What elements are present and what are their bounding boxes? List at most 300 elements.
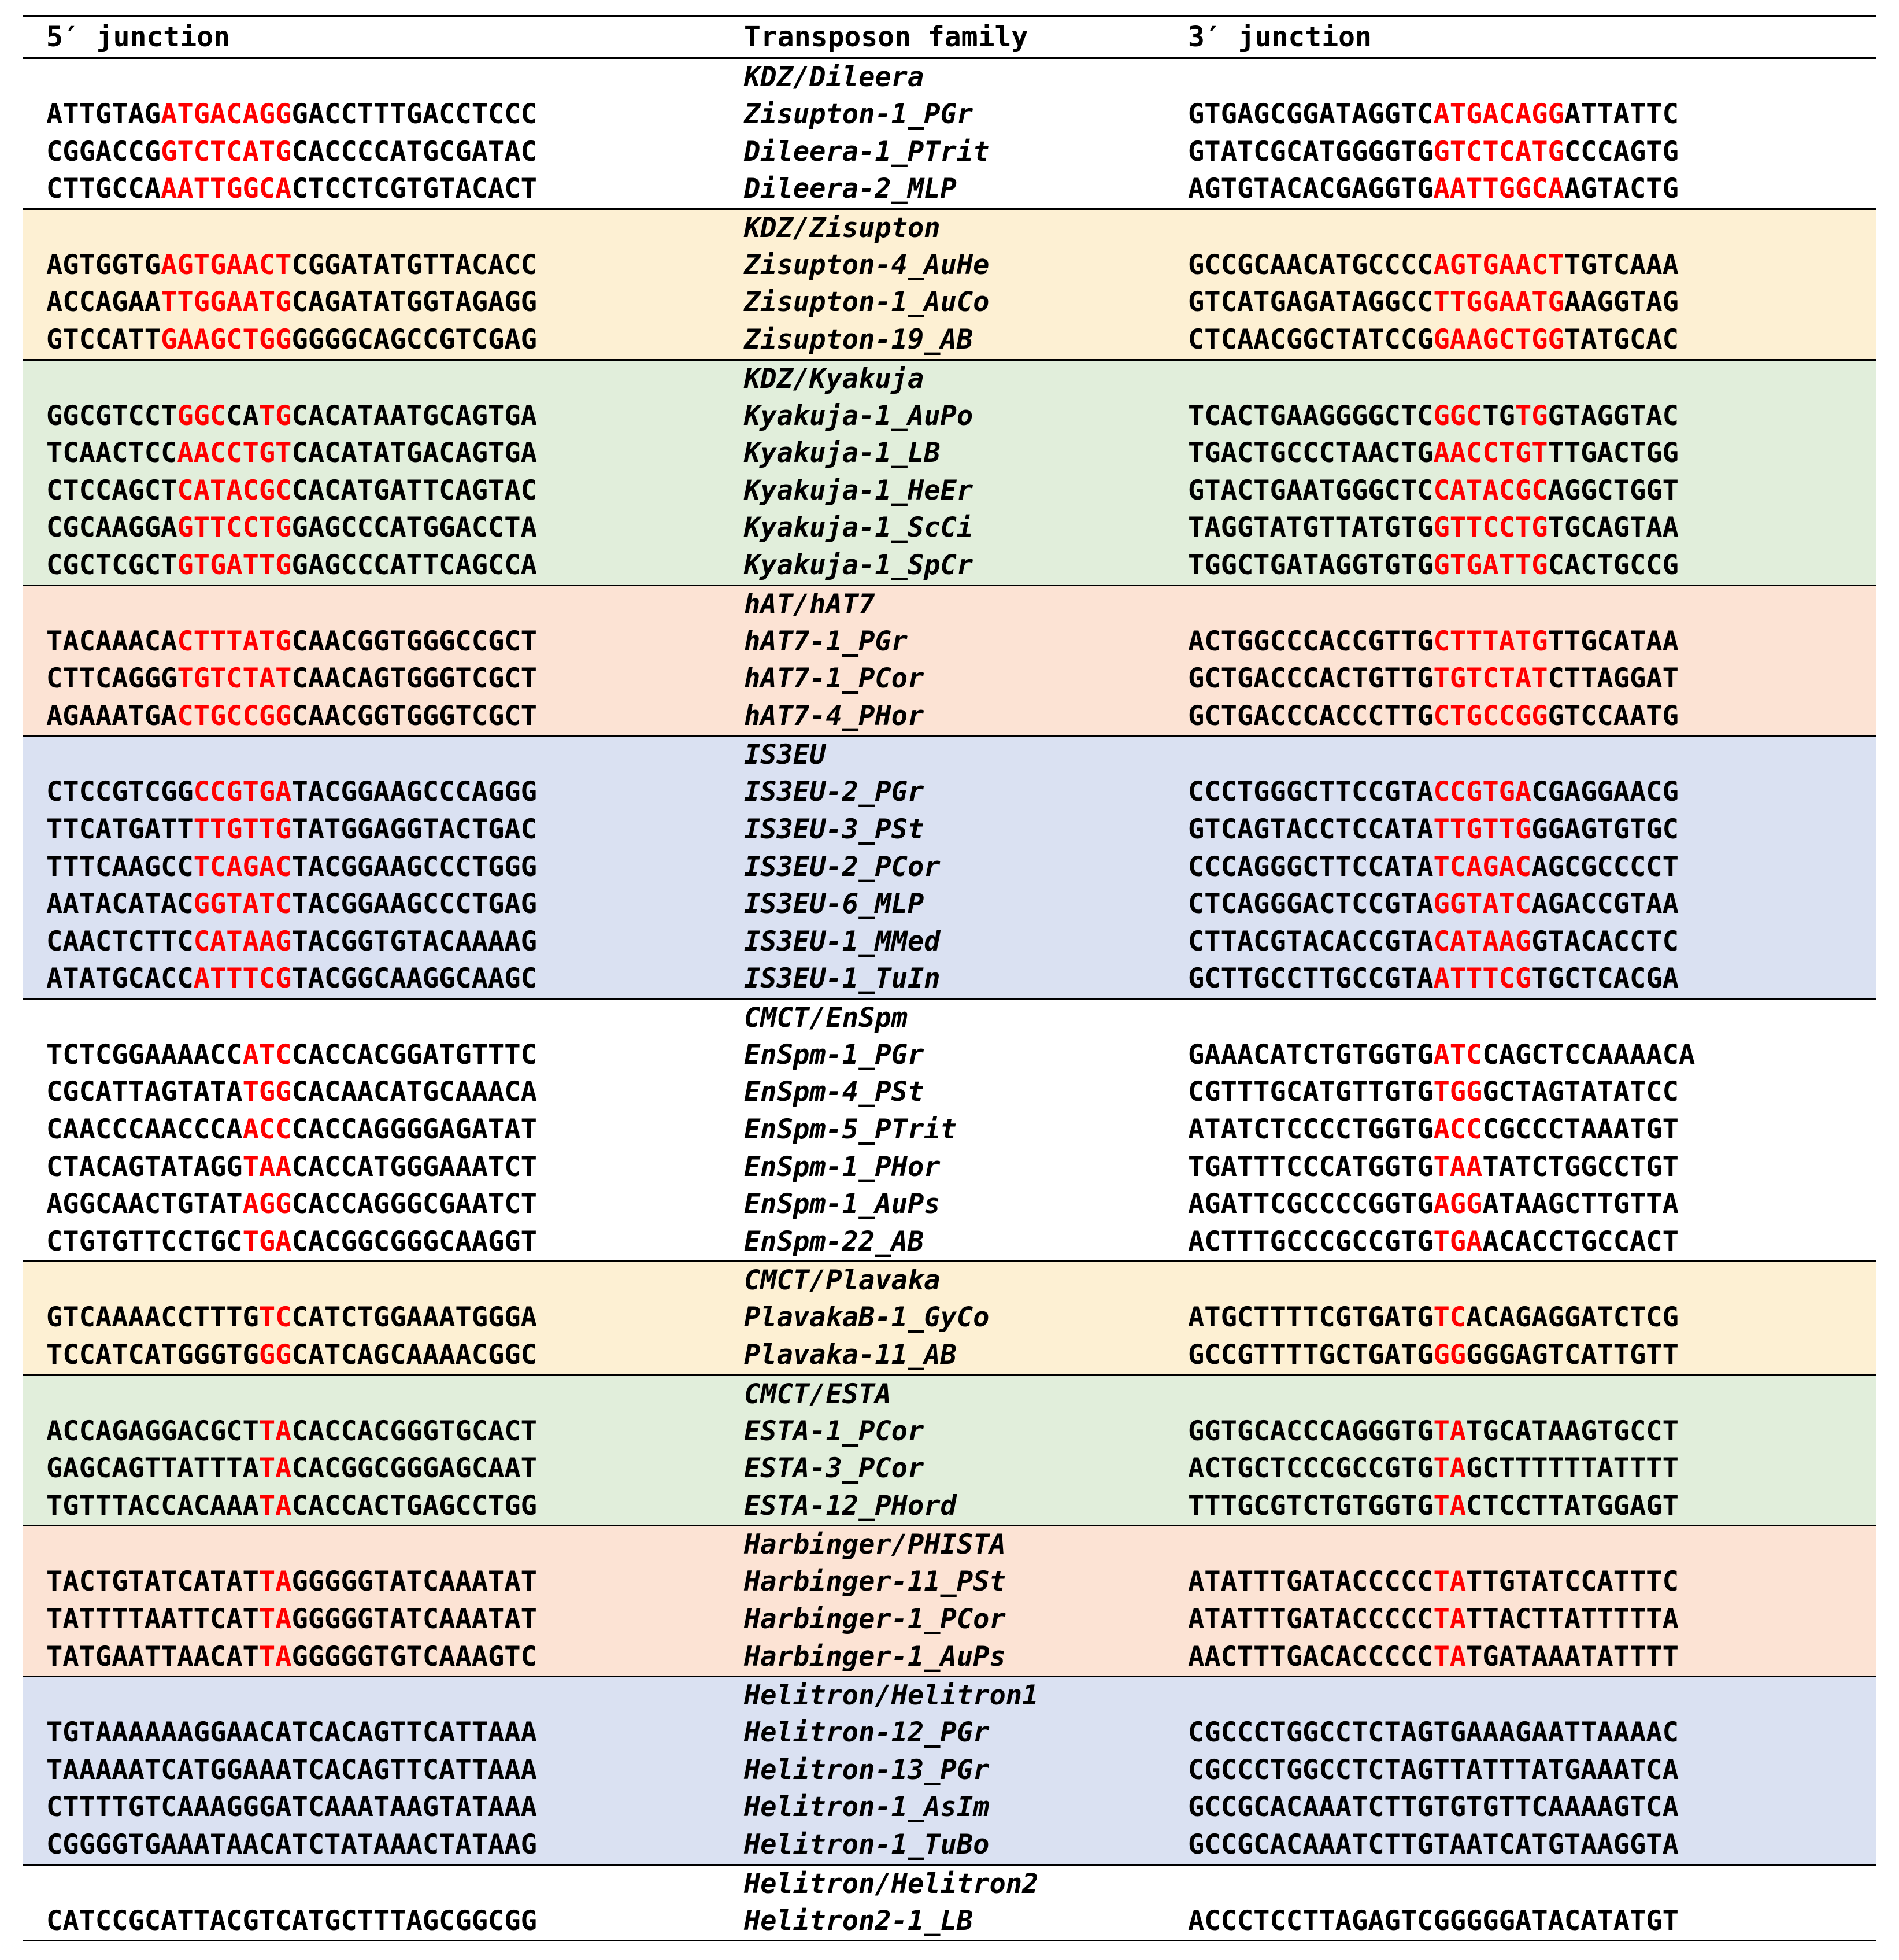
sequence-segment: TAGGTATGTTATGTG bbox=[1188, 512, 1434, 544]
transposon-name: hAT7-1_PGr bbox=[744, 625, 908, 657]
sequence-segment: TTTCAAGCC bbox=[46, 850, 194, 883]
transposon-name: Kyakuja-1_LB bbox=[744, 437, 941, 469]
tsd-highlight: GGC bbox=[177, 400, 227, 432]
table-row bbox=[23, 1488, 1876, 1525]
transposon-name: Zisupton-4_AuHe bbox=[744, 249, 990, 281]
tsd-highlight: TA bbox=[258, 1489, 292, 1522]
sequence-segment: AGGCTGGT bbox=[1548, 474, 1679, 506]
sequence-segment: GCCGTTTTGCTGATG bbox=[1188, 1339, 1434, 1371]
sequence-segment: GCTTGCCTTGCCGTA bbox=[1188, 963, 1434, 995]
tsd-highlight: CTGCCGG bbox=[1433, 700, 1548, 732]
transposon-name: PlavakaB-1_GyCo bbox=[744, 1301, 990, 1334]
sequence-segment: GCTGACCCACTGTTG bbox=[1188, 663, 1434, 695]
sequence-segment: ATGCTTTTCGTGATG bbox=[1188, 1301, 1434, 1334]
sequence-segment: CATCTGGAAATGGGA bbox=[291, 1301, 537, 1334]
five-prime-junction bbox=[46, 1413, 537, 1451]
table-row bbox=[23, 1826, 1876, 1864]
transposon-name: EnSpm-5_PTrit bbox=[744, 1114, 957, 1146]
five-prime-junction bbox=[46, 1186, 537, 1223]
five-prime-junction bbox=[46, 134, 537, 171]
sequence-segment: CTCCGTCGG bbox=[46, 776, 194, 808]
five-prime-junction bbox=[46, 811, 537, 849]
sequence-segment: CAACGGTGGGCCGCT bbox=[291, 625, 537, 657]
table-row bbox=[23, 1601, 1876, 1639]
transposon-name: Helitron2-1_LB bbox=[744, 1904, 973, 1937]
sequence-segment: TGATAAATATTTT bbox=[1466, 1640, 1679, 1673]
sequence-segment: AGTGGTG bbox=[46, 249, 161, 281]
sequence-segment: TGTTTACCACAAA bbox=[46, 1489, 259, 1522]
sequence-segment: TACAAACA bbox=[46, 625, 177, 657]
sequence-segment: GAGCCCATTCAGCCA bbox=[291, 549, 537, 581]
sequence-segment: AACTTTGACACCCCC bbox=[1188, 1640, 1434, 1673]
sequence-segment: CGCCCTAAATGT bbox=[1482, 1114, 1679, 1146]
table-row bbox=[23, 1186, 1876, 1223]
tsd-highlight: TG bbox=[1515, 400, 1548, 432]
five-prime-junction bbox=[46, 284, 537, 321]
sequence-segment: GAAACATCTGTGGTG bbox=[1188, 1038, 1434, 1071]
five-prime-junction bbox=[46, 1752, 537, 1789]
sequence-segment: TATGCAC bbox=[1564, 323, 1679, 356]
tsd-highlight: CTTTATG bbox=[177, 625, 292, 657]
sequence-segment: TTGTATCCATTTC bbox=[1466, 1566, 1679, 1598]
five-prime-junction bbox=[46, 509, 537, 547]
sequence-segment: CGCCCTGGCCTCTAGTTATTTATGAAATCA bbox=[1188, 1754, 1679, 1786]
sequence-segment: CGGATATGTTACACC bbox=[291, 249, 537, 281]
tsd-highlight: GTGATTG bbox=[177, 549, 292, 581]
three-prime-junction bbox=[1188, 923, 1679, 961]
table-row bbox=[23, 1413, 1876, 1451]
sequence-segment: TACGGCAAGGCAAGC bbox=[291, 963, 537, 995]
sequence-segment: TGATTTCCCATGGTG bbox=[1188, 1151, 1434, 1183]
tsd-highlight: GGTATC bbox=[193, 888, 292, 920]
sequence-segment: TGGCTGATAGGTGTG bbox=[1188, 549, 1434, 581]
tsd-highlight: ATC bbox=[242, 1038, 292, 1071]
transposon-name: Helitron-1_AsIm bbox=[744, 1791, 990, 1824]
sequence-segment: AAGGTAG bbox=[1564, 286, 1679, 319]
table-row bbox=[23, 171, 1876, 208]
table-row bbox=[23, 698, 1876, 735]
three-prime-junction bbox=[1188, 134, 1679, 171]
sequence-segment: GTCATGAGATAGGCC bbox=[1188, 286, 1434, 319]
table-row bbox=[23, 1450, 1876, 1488]
three-prime-junction bbox=[1188, 1413, 1679, 1451]
five-prime-junction bbox=[46, 398, 537, 435]
sequence-segment: TATGAATTAACAT bbox=[46, 1640, 259, 1673]
tsd-highlight: AACCTGT bbox=[1433, 437, 1548, 469]
sequence-segment: CTTGCCA bbox=[46, 173, 161, 205]
sequence-segment: CGCAAGGA bbox=[46, 512, 177, 544]
transposon-name: Kyakuja-1_ScCi bbox=[744, 512, 973, 544]
sequence-segment: CATCAGCAAAACGGC bbox=[291, 1339, 537, 1371]
sequence-segment: CACATAATGCAGTGA bbox=[291, 400, 537, 432]
sequence-segment: CTCCTCGTGTACACT bbox=[291, 173, 537, 205]
tsd-highlight: TA bbox=[1433, 1452, 1467, 1485]
tsd-highlight: AATTGGCA bbox=[1433, 173, 1564, 205]
table-row bbox=[23, 509, 1876, 547]
three-prime-junction bbox=[1188, 1337, 1679, 1374]
sequence-segment: CACCACTGAGCCTGG bbox=[291, 1489, 537, 1522]
sequence-segment: CACCAGGGGAGATAT bbox=[291, 1114, 537, 1146]
table-row bbox=[23, 1752, 1876, 1789]
transposon-name: Kyakuja-1_AuPo bbox=[744, 400, 973, 432]
sequence-segment: TCTCGGAAAACC bbox=[46, 1038, 243, 1071]
sequence-segment: TGCATAAGTGCCT bbox=[1466, 1415, 1679, 1447]
transposon-name: IS3EU-2_PCor bbox=[744, 850, 941, 883]
five-prime-junction bbox=[46, 1601, 537, 1639]
tsd-highlight: ATC bbox=[1433, 1038, 1483, 1071]
tsd-highlight: CATACGC bbox=[1433, 474, 1548, 506]
tsd-highlight: GTTCCTG bbox=[177, 512, 292, 544]
transposon-name: Kyakuja-1_SpCr bbox=[744, 549, 973, 581]
tsd-highlight: TAA bbox=[1433, 1151, 1483, 1183]
sequence-segment: GTCCATT bbox=[46, 323, 161, 356]
table-row bbox=[23, 321, 1876, 359]
sequence-segment: CACGGCGGGAGCAAT bbox=[291, 1452, 537, 1485]
sequence-segment: TGCTCACGA bbox=[1531, 963, 1679, 995]
sequence-segment: GACCTTTGACCTCCC bbox=[291, 98, 537, 130]
tsd-highlight: AGTGAACT bbox=[161, 249, 292, 281]
five-prime-junction bbox=[46, 1639, 537, 1676]
table-row bbox=[23, 923, 1876, 961]
sequence-segment: TAAAAATCATGGAAATCACAGTTCATTAAA bbox=[46, 1754, 537, 1786]
sequence-segment: TTGACTGG bbox=[1548, 437, 1679, 469]
tsd-highlight: TGTCTAT bbox=[177, 663, 292, 695]
five-prime-junction bbox=[46, 247, 537, 284]
transposon-name: IS3EU-1_MMed bbox=[744, 925, 941, 957]
five-prime-junction bbox=[46, 774, 537, 811]
five-prime-junction bbox=[46, 886, 537, 923]
sequence-segment: AATACATAC bbox=[46, 888, 194, 920]
tsd-highlight: TTGTTG bbox=[193, 813, 292, 845]
sequence-segment: ATATCTCCCCTGGTG bbox=[1188, 1114, 1434, 1146]
sequence-segment: ACTTTGCCCGCCGTG bbox=[1188, 1225, 1434, 1258]
sequence-segment: TACGGAAGCCCAGGG bbox=[291, 776, 537, 808]
three-prime-junction bbox=[1188, 698, 1679, 735]
tsd-highlight: CCGTGA bbox=[193, 776, 292, 808]
family-label: CMCT/ESTA bbox=[744, 1378, 891, 1410]
tsd-highlight: ATGACAGG bbox=[1433, 98, 1564, 130]
tsd-highlight: TG bbox=[258, 400, 292, 432]
five-prime-junction bbox=[46, 1826, 537, 1864]
sequence-segment: TCAACTCC bbox=[46, 437, 177, 469]
tsd-highlight: TCAGAC bbox=[1433, 850, 1532, 883]
table-row bbox=[23, 1563, 1876, 1601]
tsd-highlight: GGTATC bbox=[1433, 888, 1532, 920]
five-prime-junction bbox=[46, 1299, 537, 1337]
transposon-name: hAT7-4_PHor bbox=[744, 700, 924, 732]
sequence-segment: CTCAGGGACTCCGTA bbox=[1188, 888, 1434, 920]
tsd-highlight: TA bbox=[1433, 1603, 1467, 1635]
three-prime-junction bbox=[1188, 321, 1679, 359]
sequence-segment: GTAGGTAC bbox=[1548, 400, 1679, 432]
table-row bbox=[23, 435, 1876, 472]
tsd-highlight: ACC bbox=[242, 1114, 292, 1146]
sequence-segment: TATTTTAATTCAT bbox=[46, 1603, 259, 1635]
sequence-segment: ATATTTGATACCCCC bbox=[1188, 1566, 1434, 1598]
sequence-segment: ACTGCTCCCGCCGTG bbox=[1188, 1452, 1434, 1485]
sequence-segment: ATATGCACC bbox=[46, 963, 194, 995]
sequence-segment: AGAAATGA bbox=[46, 700, 177, 732]
five-prime-junction bbox=[46, 660, 537, 698]
family-group bbox=[23, 1526, 1876, 1677]
family-group bbox=[23, 1376, 1876, 1527]
three-prime-junction bbox=[1188, 960, 1679, 998]
sequence-segment: CACCATGGGAAATCT bbox=[291, 1151, 537, 1183]
table-header bbox=[23, 15, 1876, 59]
sequence-segment: CCCAGGGCTTCCATA bbox=[1188, 850, 1434, 883]
family-group bbox=[23, 1000, 1876, 1263]
table-row bbox=[23, 398, 1876, 435]
sequence-segment: CACCCCATGCGATAC bbox=[291, 135, 537, 168]
transposon-name: ESTA-3_PCor bbox=[744, 1452, 924, 1485]
tsd-highlight: CATAAG bbox=[193, 925, 292, 957]
sequence-segment: GCCGCACAAATCTTGTAATCATGTAAGGTA bbox=[1188, 1828, 1679, 1861]
transposon-name: EnSpm-1_AuPs bbox=[744, 1188, 941, 1221]
three-prime-junction bbox=[1188, 1488, 1679, 1525]
tsd-highlight: AATTGGCA bbox=[161, 173, 292, 205]
header-5-junction: 5′ junction bbox=[46, 21, 230, 53]
sequence-segment: CGGACCG bbox=[46, 135, 161, 168]
sequence-segment: ACCAGAGGACGCT bbox=[46, 1415, 259, 1447]
sequence-segment: CACAACATGCAAACA bbox=[291, 1076, 537, 1108]
tsd-highlight: TTGGAATG bbox=[1433, 286, 1564, 319]
table-row bbox=[23, 1714, 1876, 1752]
five-prime-junction bbox=[46, 321, 537, 359]
sequence-segment: TACGGTGTACAAAAG bbox=[291, 925, 537, 957]
sequence-segment: CTTAGGAT bbox=[1548, 663, 1679, 695]
sequence-segment: CTACAGTATAGG bbox=[46, 1151, 243, 1183]
table-row bbox=[23, 1149, 1876, 1186]
three-prime-junction bbox=[1188, 1037, 1695, 1074]
tsd-highlight: TC bbox=[258, 1301, 292, 1334]
five-prime-junction bbox=[46, 698, 537, 735]
three-prime-junction bbox=[1188, 1903, 1679, 1940]
table-row bbox=[23, 1639, 1876, 1676]
five-prime-junction bbox=[46, 849, 537, 886]
sequence-segment: GGTGCACCCAGGGTG bbox=[1188, 1415, 1434, 1447]
sequence-segment: GCTAGTATATCC bbox=[1482, 1076, 1679, 1108]
table-row bbox=[23, 96, 1876, 134]
sequence-segment: TCCATCATGGGTG bbox=[46, 1339, 259, 1371]
tsd-highlight: GG bbox=[1433, 1339, 1467, 1371]
five-prime-junction bbox=[46, 1074, 537, 1111]
tsd-highlight: AACCTGT bbox=[177, 437, 292, 469]
five-prime-junction bbox=[46, 623, 537, 661]
family-label: Helitron/Helitron2 bbox=[744, 1867, 1039, 1900]
three-prime-junction bbox=[1188, 1563, 1679, 1601]
table-row bbox=[23, 774, 1876, 811]
three-prime-junction bbox=[1188, 171, 1679, 208]
sequence-segment: CTTTTGTCAAAGGGATCAAATAAGTATAAA bbox=[46, 1791, 537, 1824]
family-label: Harbinger/PHISTA bbox=[744, 1529, 1006, 1561]
transposon-name: Helitron-1_TuBo bbox=[744, 1828, 990, 1861]
sequence-segment: CACATATGACAGTGA bbox=[291, 437, 537, 469]
transposon-name: ESTA-1_PCor bbox=[744, 1415, 924, 1447]
transposon-name: Zisupton-19_AB bbox=[744, 323, 973, 356]
sequence-segment: CAACCCAACCCA bbox=[46, 1114, 243, 1146]
sequence-segment: CGCTCGCT bbox=[46, 549, 177, 581]
sequence-segment: CACATGATTCAGTAC bbox=[291, 474, 537, 506]
three-prime-junction bbox=[1188, 811, 1679, 849]
three-prime-junction bbox=[1188, 623, 1679, 661]
tsd-highlight: GTTCCTG bbox=[1433, 512, 1548, 544]
sequence-segment: GGGGGTATCAAATAT bbox=[291, 1566, 537, 1598]
table-row bbox=[23, 1111, 1876, 1149]
tsd-highlight: CTGCCGG bbox=[177, 700, 292, 732]
sequence-segment: TATCTGGCCTGT bbox=[1482, 1151, 1679, 1183]
transposon-name: IS3EU-1_TuIn bbox=[744, 963, 941, 995]
sequence-segment: GGCGTCCT bbox=[46, 400, 177, 432]
sequence-segment: AGTGTACACGAGGTG bbox=[1188, 173, 1434, 205]
tsd-highlight: TA bbox=[258, 1415, 292, 1447]
tsd-highlight: CCGTGA bbox=[1433, 776, 1532, 808]
sequence-segment: TCACTGAAGGGGCTC bbox=[1188, 400, 1434, 432]
sequence-segment: AGATTCGCCCCGGTG bbox=[1188, 1188, 1434, 1221]
table-body bbox=[23, 59, 1876, 1941]
table-row bbox=[23, 960, 1876, 998]
header-3-junction: 3′ junction bbox=[1188, 21, 1372, 53]
table-row bbox=[23, 849, 1876, 886]
transposon-name: IS3EU-3_PSt bbox=[744, 813, 924, 845]
sequence-segment: TACTGTATCATAT bbox=[46, 1566, 259, 1598]
table-row bbox=[23, 623, 1876, 661]
sequence-segment: TGCAGTAA bbox=[1548, 512, 1679, 544]
sequence-segment: TTTGCGTCTGTGGTG bbox=[1188, 1489, 1434, 1522]
sequence-segment: TGTCAAA bbox=[1564, 249, 1679, 281]
sequence-segment: CGAGGAACG bbox=[1531, 776, 1679, 808]
three-prime-junction bbox=[1188, 1074, 1679, 1111]
transposon-name: IS3EU-2_PGr bbox=[744, 776, 924, 808]
three-prime-junction bbox=[1188, 509, 1679, 547]
sequence-segment: CAACGGTGGGTCGCT bbox=[291, 700, 537, 732]
sequence-segment: CCCAGTG bbox=[1564, 135, 1679, 168]
five-prime-junction bbox=[46, 1450, 537, 1488]
tsd-highlight: GTCTCATG bbox=[161, 135, 292, 168]
five-prime-junction bbox=[46, 960, 537, 998]
tsd-highlight: GG bbox=[258, 1339, 292, 1371]
family-label: CMCT/Plavaka bbox=[744, 1264, 941, 1297]
tsd-highlight: ATGACAGG bbox=[161, 98, 292, 130]
tsd-highlight: TA bbox=[1433, 1489, 1467, 1522]
tsd-highlight: AGG bbox=[242, 1188, 292, 1221]
sequence-segment: GTCAGTACCTCCATA bbox=[1188, 813, 1434, 845]
sequence-segment: CAACTCTTC bbox=[46, 925, 194, 957]
five-prime-junction bbox=[46, 171, 537, 208]
sequence-segment: CCCTGGGCTTCCGTA bbox=[1188, 776, 1434, 808]
three-prime-junction bbox=[1188, 1789, 1679, 1826]
tsd-highlight: TA bbox=[1433, 1415, 1467, 1447]
five-prime-junction bbox=[46, 435, 537, 472]
transposon-name: IS3EU-6_MLP bbox=[744, 888, 924, 920]
sequence-segment: CACCAGGGCGAATCT bbox=[291, 1188, 537, 1221]
table-row bbox=[23, 811, 1876, 849]
transposon-name: Harbinger-1_AuPs bbox=[744, 1640, 1006, 1673]
family-label: KDZ/Dileera bbox=[744, 61, 924, 93]
table-row bbox=[23, 1074, 1876, 1111]
three-prime-junction bbox=[1188, 660, 1679, 698]
three-prime-junction bbox=[1188, 1601, 1679, 1639]
sequence-segment: GTACACCTC bbox=[1531, 925, 1679, 957]
sequence-segment: CAACAGTGGGTCGCT bbox=[291, 663, 537, 695]
sequence-segment: TTGCATAA bbox=[1548, 625, 1679, 657]
sequence-segment: AGGCAACTGTAT bbox=[46, 1188, 243, 1221]
five-prime-junction bbox=[46, 1488, 537, 1525]
sequence-segment: CTTACGTACACCGTA bbox=[1188, 925, 1434, 957]
sequence-segment: TATGGAGGTACTGAC bbox=[291, 813, 537, 845]
tsd-highlight: TGA bbox=[1433, 1225, 1483, 1258]
sequence-segment: TTACTTATTTTTA bbox=[1466, 1603, 1679, 1635]
sequence-segment: TGTAAAAAAGGAACATCACAGTTCATTAAA bbox=[46, 1717, 537, 1749]
family-label: KDZ/Kyakuja bbox=[744, 363, 924, 395]
family-group bbox=[23, 361, 1876, 586]
sequence-segment: GAGCAGTTATTTA bbox=[46, 1452, 259, 1485]
tsd-highlight: GAAGCTGG bbox=[1433, 323, 1564, 356]
sequence-segment: CA bbox=[226, 400, 259, 432]
tsd-highlight: ACC bbox=[1433, 1114, 1483, 1146]
tsd-highlight: TGG bbox=[242, 1076, 292, 1108]
sequence-segment: CTCCAGCT bbox=[46, 474, 177, 506]
tsd-highlight: CATAAG bbox=[1433, 925, 1532, 957]
three-prime-junction bbox=[1188, 435, 1679, 472]
tsd-highlight: TA bbox=[258, 1452, 292, 1485]
tsd-highlight: ATTTCG bbox=[193, 963, 292, 995]
three-prime-junction bbox=[1188, 886, 1679, 923]
three-prime-junction bbox=[1188, 1186, 1679, 1223]
family-label: Helitron/Helitron1 bbox=[744, 1680, 1039, 1712]
sequence-segment: ACACCTGCCACT bbox=[1482, 1225, 1679, 1258]
header-transposon-family: Transposon family bbox=[744, 21, 1028, 53]
three-prime-junction bbox=[1188, 1752, 1679, 1789]
sequence-segment: GGGGGTGTCAAAGTC bbox=[291, 1640, 537, 1673]
sequence-segment: AGCGCCCCT bbox=[1531, 850, 1679, 883]
sequence-segment: ATATTTGATACCCCC bbox=[1188, 1603, 1434, 1635]
transposon-name: Dileera-2_MLP bbox=[744, 173, 957, 205]
transposon-name: ESTA-12_PHord bbox=[744, 1489, 957, 1522]
five-prime-junction bbox=[46, 1037, 537, 1074]
tsd-highlight: TCAGAC bbox=[193, 850, 292, 883]
sequence-segment: GGGAGTCATTGTT bbox=[1466, 1339, 1679, 1371]
sequence-segment: TTCATGATT bbox=[46, 813, 194, 845]
table-row bbox=[23, 1337, 1876, 1374]
sequence-segment: TACGGAAGCCCTGAG bbox=[291, 888, 537, 920]
sequence-segment: CTCAACGGCTATCCG bbox=[1188, 323, 1434, 356]
three-prime-junction bbox=[1188, 1149, 1679, 1186]
three-prime-junction bbox=[1188, 284, 1679, 321]
sequence-segment: CACTGCCG bbox=[1548, 549, 1679, 581]
sequence-segment: CAGATATGGTAGAGG bbox=[291, 286, 537, 319]
table-row bbox=[23, 134, 1876, 171]
transposon-name: Zisupton-1_PGr bbox=[744, 98, 973, 130]
sequence-segment: ACCAGAA bbox=[46, 286, 161, 319]
tsd-highlight: GAAGCTGG bbox=[161, 323, 292, 356]
three-prime-junction bbox=[1188, 472, 1679, 510]
five-prime-junction bbox=[46, 1223, 537, 1261]
sequence-segment: GCCGCAACATGCCCC bbox=[1188, 249, 1434, 281]
tsd-highlight: TTGTTG bbox=[1433, 813, 1532, 845]
table-row bbox=[23, 1223, 1876, 1261]
three-prime-junction bbox=[1188, 1826, 1679, 1864]
five-prime-junction bbox=[46, 1903, 537, 1940]
three-prime-junction bbox=[1188, 1450, 1679, 1488]
three-prime-junction bbox=[1188, 1714, 1679, 1752]
sequence-segment: GAGCCCATGGACCTA bbox=[291, 512, 537, 544]
table-row bbox=[23, 1789, 1876, 1826]
transposon-name: Harbinger-11_PSt bbox=[744, 1566, 1006, 1598]
five-prime-junction bbox=[46, 1337, 537, 1374]
table-row bbox=[23, 547, 1876, 585]
transposon-name: Harbinger-1_PCor bbox=[744, 1603, 1006, 1635]
sequence-segment: GTGAGCGGATAGGTC bbox=[1188, 98, 1434, 130]
